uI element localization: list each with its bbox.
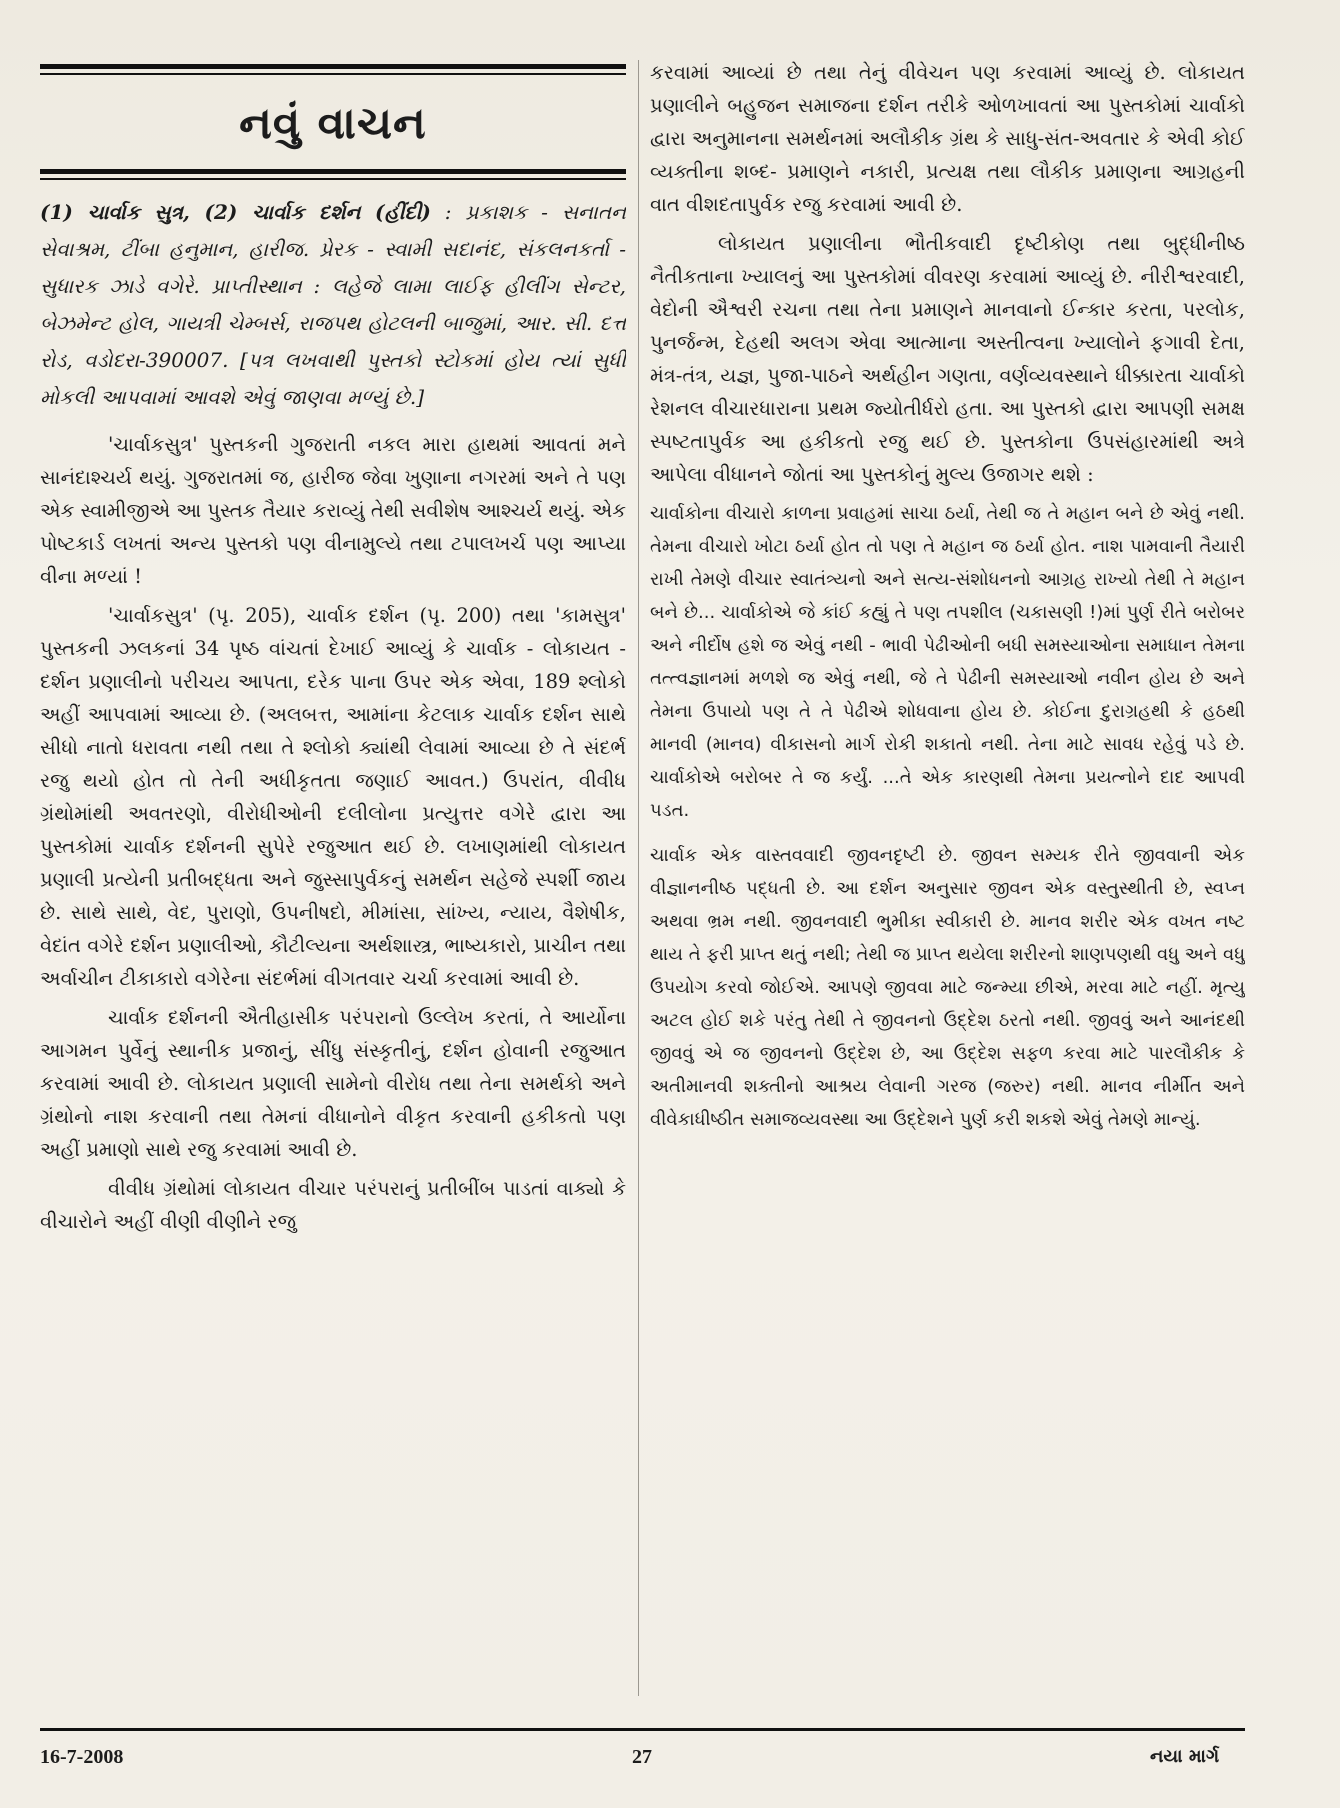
heading-bottom-rule-thin	[40, 178, 626, 180]
left-paragraph-3: ચાર્વાક દર્શનની ઐતીહાસીક પરંપરાનો ઉલ્લેખ કરતાં, તે આર્યોના આગમન પુર્વેનું સ્થાનીક પ્રજાનું, સીંધુ સંસ્કૃતીનું, દર્શન હોવાની રજુઆત કરવામાં આવી છે. લોકાયત પ્રણાલી સામેનો વીરોધ તથા તેના સમર્થકો અને ગ્રંથોનો નાશ કરવાની તથા તેમનાં વીધાનોને વીકૃત કરવાની હકીકતો પણ અહીં પ્રમાણો સાથે રજુ કરવામાં આવી છે.	[40, 1006, 626, 1161]
section-heading: નવું વાચન	[239, 98, 427, 149]
footer-page-number: 27	[632, 1746, 652, 1768]
left-paragraph-1: 'ચાર્વાકસુત્ર' પુસ્તકની ગુજરાતી નકલ મારા હાથમાં આવતાં મને સાનંદાશ્ચર્ય થયું. ગુજરાતમાં જ, હારીજ જેવા ખુણાના નગરમાં અને તે પણ એક સ્વામીજીએ આ પુસ્તક તૈયાર કરાવ્યું તેથી સવીશેષ આશ્ચર્ય થયું. એક પોષ્ટકાર્ડ લખતાં અન્ય પુસ્તકો પણ વીનામુલ્યે તથા ટપાલખર્ચ પણ આપ્યા વીના મળ્યાં !	[40, 433, 626, 588]
column-divider	[638, 60, 639, 1696]
heading-top-rule-thick	[40, 64, 626, 69]
footer-date: 16-7-2008	[40, 1746, 124, 1768]
book-details: : પ્રકાશક - સનાતન સેવાશ્રમ, ટીંબા હનુમાન, હારીજ. પ્રેરક - સ્વામી સદાનંદ, સંકલનકર્તા - સુધારક ઝાડે વગેરે. પ્રાપ્તીસ્થાન : લહેજે લામા લાઈફ હીલીંગ સેન્ટર, બેઝમેન્ટ હોલ, ગાયત્રી ચેમ્બર્સ, રાજપથ હોટલની બાજુમાં, આર. સી. દત્ત રોડ, વડોદરા-390007. [પત્ર લખવાથી પુસ્તકો સ્ટોકમાં હોય ત્યાં સુધી મોકલી આપવામાં આવશે એવું જાણવા મળ્યું છે.]	[40, 200, 626, 409]
left-paragraph-4: વીવીધ ગ્રંથોમાં લોકાયત વીચાર પરંપરાનું પ્રતીબીંબ પાડતાં વાક્યો કે વીચારોને અહીં વીણી વીણીને રજુ	[40, 1177, 626, 1233]
footer-rule	[40, 1728, 1245, 1731]
left-column	[40, 58, 626, 1698]
book-titles: (1) ચાર્વાક સુત્ર, (2) ચાર્વાક દર્શન (હીંદી)	[40, 200, 431, 224]
heading-top-rule-thin	[40, 73, 626, 75]
right-paragraph-1: કરવામાં આવ્યાં છે તથા તેનું વીવેચન પણ કરવામાં આવ્યું છે. લોકાયત પ્રણાલીને બહુજન સમાજના દર્શન તરીકે ઓળખાવતાં આ પુસ્તકોમાં ચાર્વાકો દ્વારા અનુમાનના સમર્થનમાં અલૌકીક ગ્રંથ કે સાધુ-સંત-અવતાર કે એવી કોઈ વ્યક્તીના શબ્દ- પ્રમાણને નકારી, પ્રત્યક્ષ તથા લૌકીક પ્રમાણના આગ્રહની વાત વીશદતાપુર્વક રજુ કરવામાં આવી છે.	[650, 61, 1245, 216]
book-info	[40, 194, 626, 416]
right-paragraph-2: લોકાયત પ્રણાલીના ભૌતીકવાદી દૃષ્ટીકોણ તથા બુદ્ધીનીષ્ઠ નૈતીકતાના ખ્યાલનું આ પુસ્તકોમાં વીવરણ કરવામાં આવ્યું છે. નીરીશ્વરવાદી, વેદોની ઐશ્વરી રચના તથા તેના પ્રમાણને માનવાનો ઈન્કાર કરતા, પરલોક, પુનર્જન્મ, દેહથી અલગ એવા આત્માના અસ્તીત્વના ખ્યાલોને ફગાવી દેતા, મંત્ર-તંત્ર, યજ્ઞ, પુજા-પાઠને અર્થહીન ગણતા, વર્ણવ્યવસ્થાને ધીક્કારતા ચાર્વાકો રેશનલ વીચારધારાના પ્રથમ જ્યોતીર્ધરો હતા. આ પુસ્તકો દ્વારા આપણી સમક્ષ સ્પષ્ટતાપુર્વક આ હકીકતો રજુ થઈ છે. પુસ્તકોના ઉપસંહારમાંથી અત્રે આપેલા વીધાનને જોતાં આ પુસ્તકોનું મુલ્ય ઉજાગર થશે :	[650, 232, 1245, 486]
heading-bottom-rule-thick	[40, 169, 626, 174]
right-column	[650, 56, 1245, 1696]
quote-block-1: ચાર્વાકોના વીચારો કાળના પ્રવાહમાં સાચા ઠર્યા, તેથી જ તે મહાન બને છે એવું નથી. તેમના વીચારો ખોટા ઠર્યા હોત તો પણ તે મહાન જ ઠર્યા હોત. નાશ પામવાની તૈયારી રાખી તેમણે વીચાર સ્વાતંત્ર્યનો અને સત્ય-સંશોધનનો આગ્રહ રાખ્યો તેથી તે મહાન બને છે... ચાર્વાકોએ જે કાંઈ કહ્યું તે પણ તપશીલ (ચકાસણી !)માં પુર્ણ રીતે બરોબર અને નીર્દોષ હશે જ એવું નથી - ભાવી પેઢીઓની બધી સમસ્યાઓના સમાધાન તેમના તત્ત્વજ્ઞાનમાં મળશે જ એવું નથી, જે તે પેઢીની સમસ્યાઓ નવીન હોય છે અને તેમના ઉપાયો પણ તે તે પેઢીએ શોધવાના હોય છે. કોઈના દુરાગ્રહથી કે હઠથી માનવી (માનવ) વીકાસનો માર્ગ રોકી શકાતો નથી. તેના માટે સાવધ રહેવું પડે છે. ચાર્વાકોએ બરોબર તે જ કર્યું. ...તે એક કારણથી તેમના પ્રયત્નોને દાદ આપવી પડત.	[650, 503, 1245, 821]
footer-magazine-name: નયા માર્ગ	[1150, 1746, 1220, 1767]
left-paragraph-2: 'ચાર્વાકસુત્ર' (પૃ. 205), ચાર્વાક દર્શન (પૃ. 200) તથા 'કામસુત્ર' પુસ્તકની ઝલકનાં 34 પૃષ્ઠ વાંચતાં દેખાઈ આવ્યું કે ચાર્વાક - લોકાયત - દર્શન પ્રણાલીનો પરીચય આપતા, દરેક પાના ઉપર એક એવા, 189 શ્લોકો અહીં આપવામાં આવ્યા છે. (અલબત્ત, આમાંના કેટલાક ચાર્વાક દર્શન સાથે સીધો નાતો ધરાવતા નથી તથા તે શ્લોકો ક્યાંથી લેવામાં આવ્યા છે તે સંદર્ભ રજુ થયો હોત તો તેની અધીકૃતતા જણાઈ આવત.) ઉપરાંત, વીવીધ ગ્રંથોમાંથી અવતરણો, વીરોધીઓની દલીલોના પ્રત્યુત્તર વગેરે દ્વારા આ પુસ્તકોમાં ચાર્વાક દર્શનની સુપેરે રજુઆત થઈ છે. લખાણમાંથી લોકાયત પ્રણાલી પ્રત્યેની પ્રતીબદ્ધતા અને જુસ્સાપુર્વકનું સમર્થન સહેજે સ્પર્શી જાય છે. સાથે સાથે, વેદ, પુરાણો, ઉપનીષદો, મીમાંસા, સાંખ્ય, ન્યાય, વૈશેષીક, વેદાંત વગેરે દર્શન પ્રણાલીઓ, કૌટીલ્યના અર્થશાસ્ત્ર, ભાષ્યકારો, પ્રાચીન તથા અર્વાચીન ટીકાકારો વગેરેના સંદર્ભમાં વીગતવાર ચર્ચા કરવામાં આવી છે.	[40, 604, 626, 990]
heading-block	[40, 64, 626, 180]
quote-block-2: ચાર્વાક એક વાસ્તવવાદી જીવનદૃષ્ટી છે. જીવન સમ્યક રીતે જીવવાની એક વીજ્ઞાનનીષ્ઠ પદ્ધતી છે. આ દર્શન અનુસાર જીવન એક વસ્તુસ્થીતી છે, સ્વપ્ન અથવા ભ્રમ નથી. જીવનવાદી ભુમીકા સ્વીકારી છે. માનવ શરીર એક વખત નષ્ટ થાય તે ફરી પ્રાપ્ત થતું નથી; તેથી જ પ્રાપ્ત થયેલા શરીરનો શાણપણથી વધુ અને વધુ ઉપયોગ કરવો જોઈએ. આપણે જીવવા માટે જન્મ્યા છીએ, મરવા માટે નહીં. મૃત્યુ અટલ હોઈ શકે પરંતુ તેથી તે જીવનનો ઉદ્દેશ ઠરતો નથી. જીવવું અને આનંદથી જીવવું એ જ જીવનનો ઉદ્દેશ છે, આ ઉદ્દેશ સફળ કરવા માટે પારલૌકીક કે અતીમાનવી શક્તીનો આશ્રય લેવાની ગરજ (જરુર) નથી. માનવ નીર્મીત અને વીવેકાધીષ્ઠીત સમાજવ્યવસ્થા આ ઉદ્દેશને પુર્ણ કરી શકશે એવું તેમણે માન્યું.	[650, 845, 1245, 1130]
